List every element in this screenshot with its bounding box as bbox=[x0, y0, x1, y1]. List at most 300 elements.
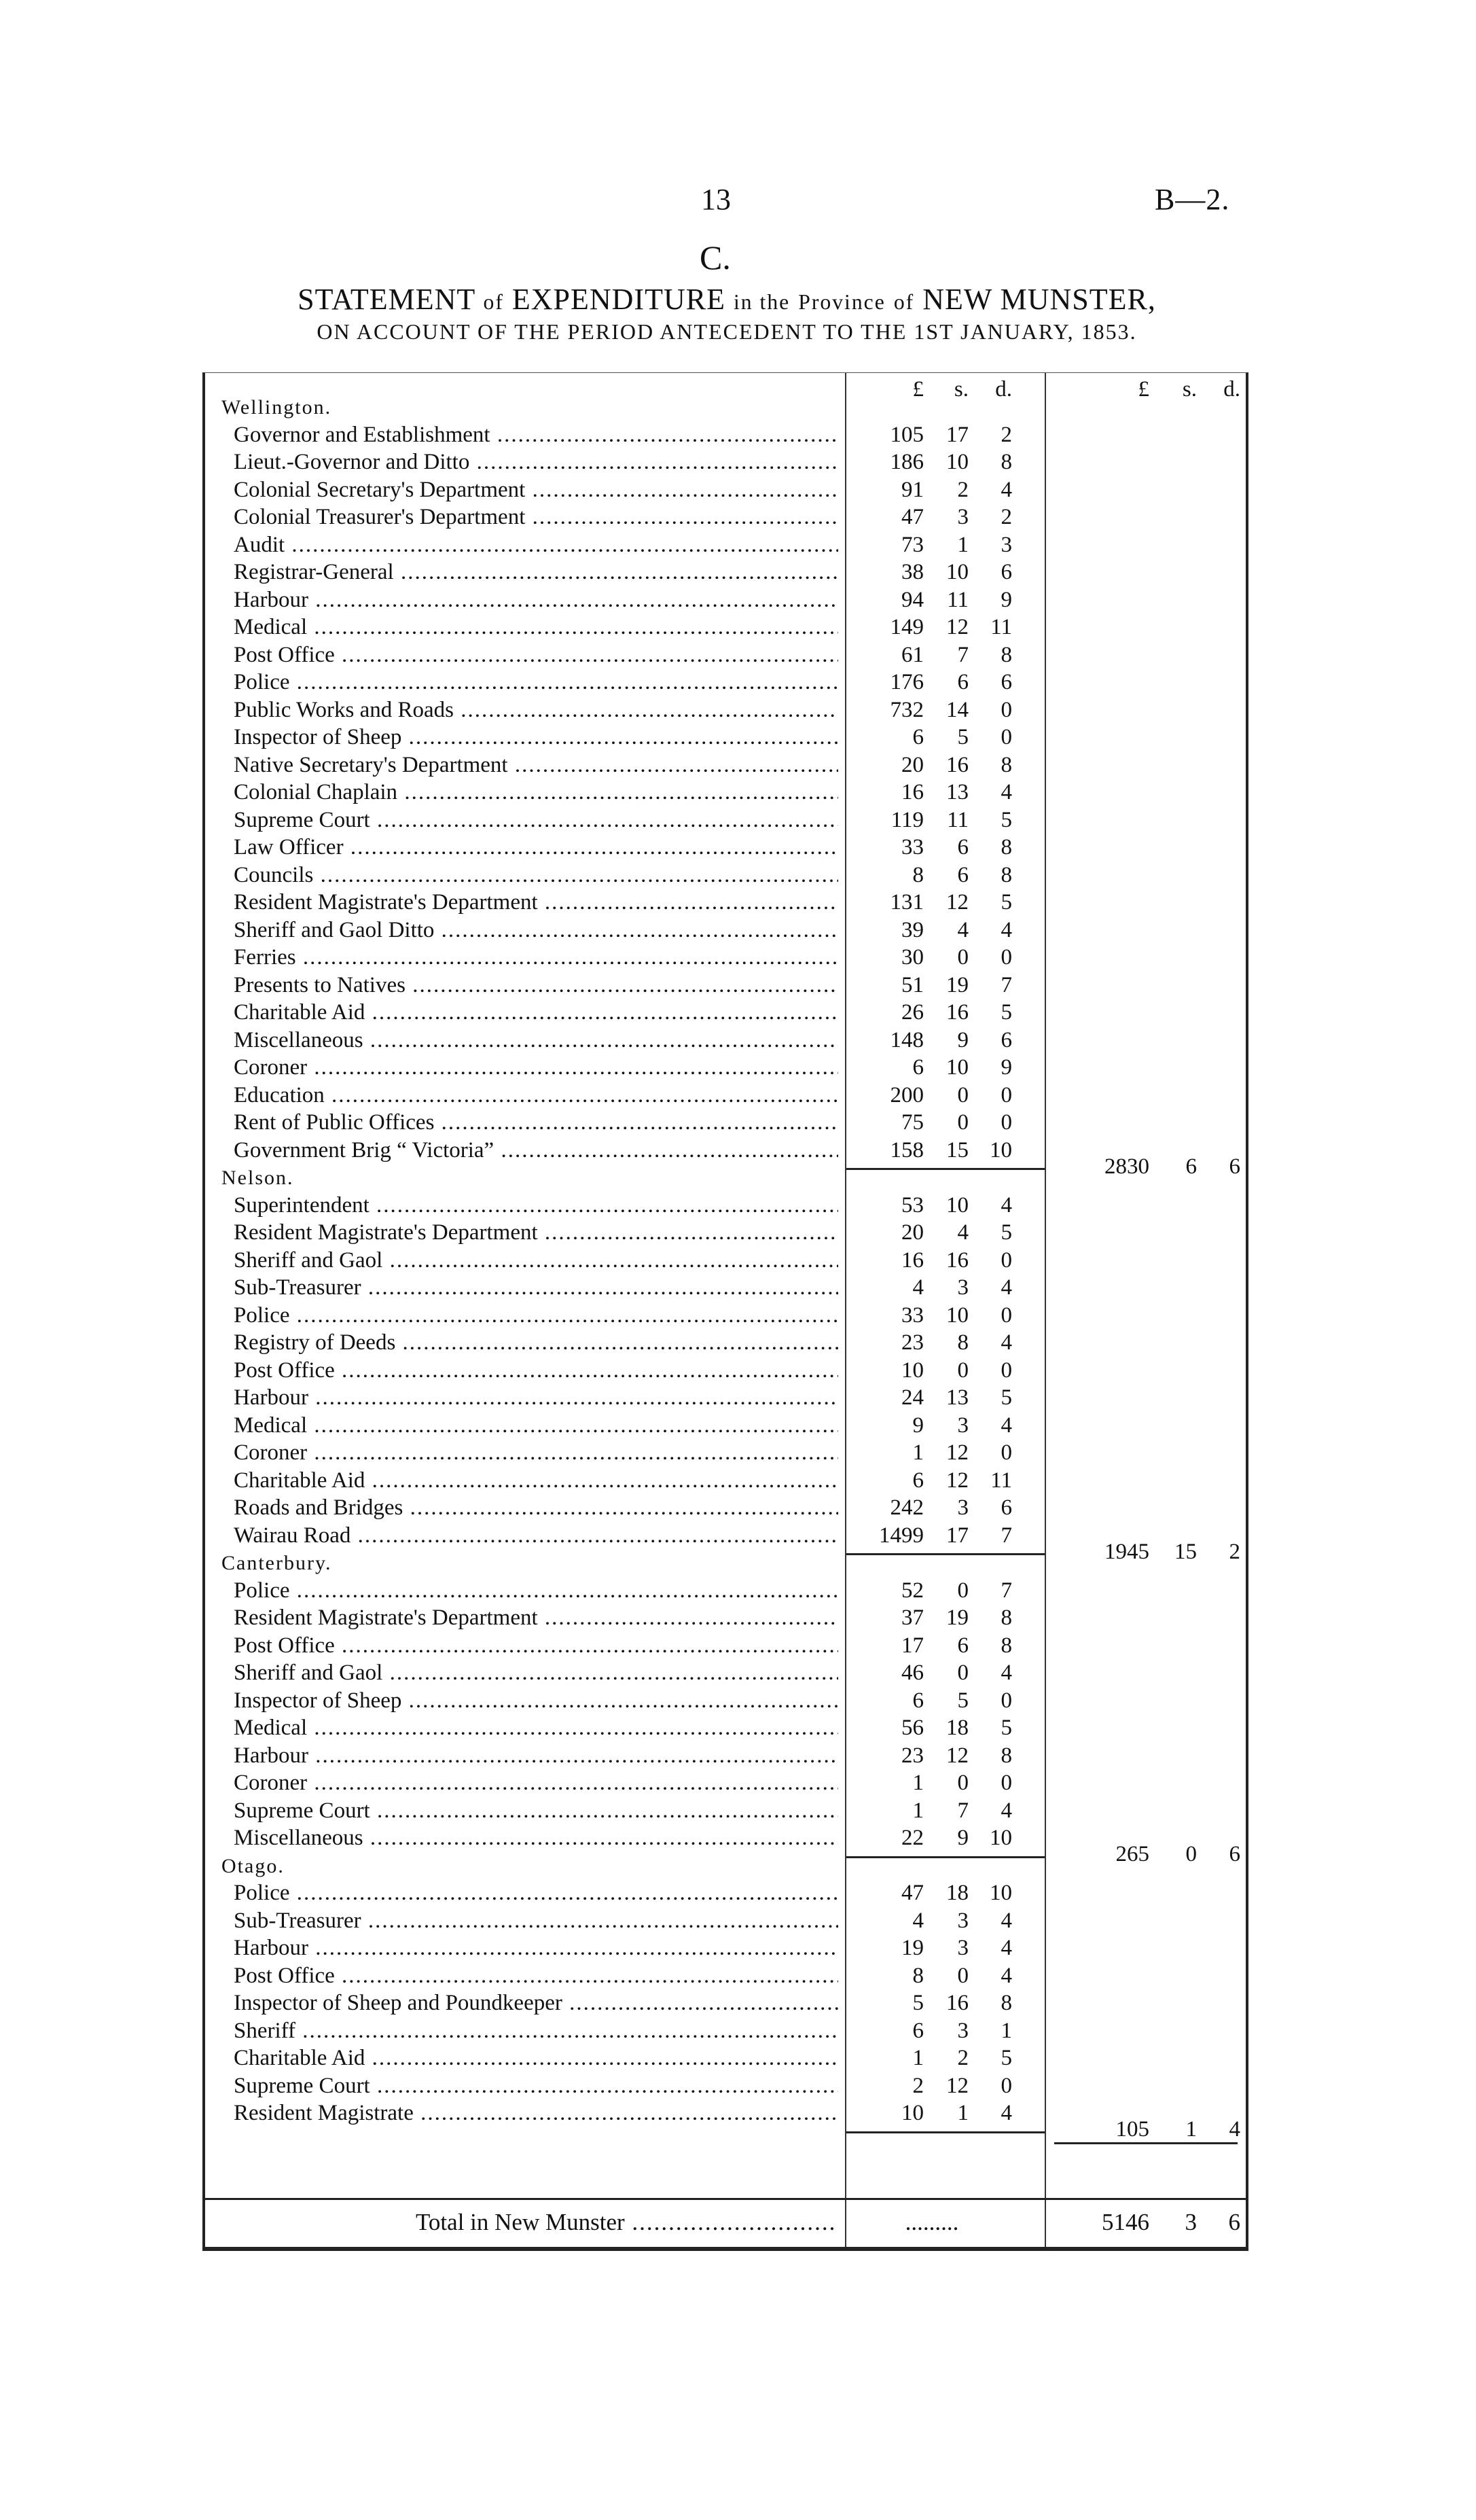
section-total-pence: 6 bbox=[1229, 1154, 1240, 1179]
item-pounds: 1 bbox=[912, 2046, 924, 2070]
item-shillings: 6 bbox=[957, 835, 969, 859]
section-total-shillings: 15 bbox=[1174, 1539, 1197, 1564]
table-row bbox=[205, 2044, 1246, 2072]
item-label: Sheriff and Gaol ..... bbox=[234, 1247, 838, 1275]
item-shillings: 13 bbox=[946, 1385, 969, 1410]
item-shillings: 9 bbox=[957, 1027, 969, 1052]
item-label: Post Office ..... bbox=[234, 1632, 838, 1660]
section-name: Canterbury. bbox=[221, 1552, 332, 1574]
table-row bbox=[205, 1219, 1246, 1247]
item-pence: 8 bbox=[1001, 450, 1012, 474]
item-shillings: 0 bbox=[957, 1771, 969, 1795]
item-label: Police ..... bbox=[234, 1577, 838, 1605]
item-pounds: 51 bbox=[901, 972, 924, 997]
table-row bbox=[205, 1659, 1246, 1687]
item-pounds: 186 bbox=[890, 450, 924, 474]
item-pence: 0 bbox=[1001, 1110, 1012, 1135]
item-pounds: 1 bbox=[912, 1440, 924, 1465]
item-pence: 8 bbox=[1001, 835, 1012, 859]
item-pence: 2 bbox=[1001, 505, 1012, 529]
item-label: Coroner ..... bbox=[234, 1054, 838, 1082]
item-label: Miscellaneous ..... bbox=[234, 1824, 838, 1852]
table-row bbox=[205, 972, 1246, 999]
item-shillings: 0 bbox=[957, 1082, 969, 1107]
item-pounds: 16 bbox=[901, 1247, 924, 1273]
item-label: Ferries ..... bbox=[234, 944, 838, 972]
item-pence: 0 bbox=[1001, 725, 1012, 749]
table-row bbox=[205, 1109, 1246, 1137]
item-pounds: 19 bbox=[901, 1936, 924, 1960]
item-label: Councils ..... bbox=[234, 862, 838, 889]
item-pounds: 8 bbox=[912, 1963, 924, 1988]
item-pence: 8 bbox=[1001, 642, 1012, 667]
item-pounds: 33 bbox=[901, 1302, 924, 1328]
item-label: Supreme Court ..... bbox=[234, 806, 838, 834]
item-pounds: 242 bbox=[890, 1495, 924, 1520]
item-pounds: 37 bbox=[901, 1605, 924, 1630]
item-pounds: 6 bbox=[912, 1468, 924, 1493]
item-pounds: 158 bbox=[890, 1137, 924, 1163]
item-pence: 5 bbox=[1001, 1385, 1012, 1410]
col-header-total-pounds: £ bbox=[1138, 377, 1149, 402]
section-header bbox=[205, 1852, 1246, 1880]
col-header-pounds: £ bbox=[912, 377, 924, 402]
item-label: Government Brig “ Victoria” ..... bbox=[234, 1137, 838, 1165]
table-row bbox=[205, 503, 1246, 531]
item-shillings: 16 bbox=[946, 1000, 969, 1025]
section-total-pence: 4 bbox=[1229, 2117, 1240, 2142]
col-header-total-pence: d. bbox=[1223, 377, 1240, 402]
item-pence: 8 bbox=[1001, 1633, 1012, 1658]
item-label: Law Officer ..... bbox=[234, 834, 838, 862]
item-shillings: 0 bbox=[957, 1963, 969, 1988]
item-label: Medical ..... bbox=[234, 1714, 838, 1742]
item-pence: 5 bbox=[1001, 1000, 1012, 1025]
item-label: Colonial Treasurer's Department ..... bbox=[234, 503, 838, 531]
item-pounds: 200 bbox=[890, 1082, 924, 1107]
item-shillings: 17 bbox=[946, 1523, 969, 1548]
item-label: Coroner ..... bbox=[234, 1769, 838, 1797]
item-shillings: 19 bbox=[946, 1605, 969, 1630]
item-pence: 8 bbox=[1001, 862, 1012, 887]
grand-total-dots: ......... bbox=[905, 2209, 959, 2235]
item-pence: 7 bbox=[1001, 1578, 1012, 1603]
item-shillings: 5 bbox=[957, 725, 969, 749]
item-pence: 11 bbox=[990, 1468, 1012, 1493]
item-shillings: 18 bbox=[946, 1881, 969, 1905]
table-row bbox=[205, 917, 1246, 944]
table-row bbox=[205, 1054, 1246, 1082]
item-pence: 7 bbox=[1001, 1523, 1012, 1548]
item-shillings: 5 bbox=[957, 1688, 969, 1713]
item-label: Supreme Court ..... bbox=[234, 2072, 838, 2100]
item-pounds: 131 bbox=[890, 890, 924, 915]
item-shillings: 12 bbox=[946, 615, 969, 639]
item-pounds: 149 bbox=[890, 615, 924, 639]
total-rule bbox=[205, 2198, 1246, 2200]
item-pence: 10 bbox=[990, 1881, 1012, 1905]
col-header-total-shillings: s. bbox=[1182, 377, 1197, 402]
item-pence: 4 bbox=[1001, 1798, 1012, 1823]
item-pounds: 119 bbox=[890, 807, 924, 832]
item-shillings: 10 bbox=[946, 450, 969, 474]
item-pounds: 6 bbox=[912, 1688, 924, 1713]
item-label: Sheriff and Gaol ..... bbox=[234, 1659, 838, 1687]
table-row bbox=[205, 696, 1246, 724]
item-pence: 0 bbox=[1001, 1771, 1012, 1795]
table-row bbox=[205, 1274, 1246, 1302]
item-shillings: 12 bbox=[946, 890, 969, 915]
item-pence: 4 bbox=[1001, 1192, 1012, 1218]
table-row bbox=[205, 1879, 1246, 1907]
item-shillings: 11 bbox=[947, 807, 969, 832]
item-pounds: 39 bbox=[901, 917, 924, 942]
item-label: Lieut.-Governor and Ditto ..... bbox=[234, 448, 838, 476]
item-label: Audit ..... bbox=[234, 531, 838, 559]
table-row bbox=[205, 1384, 1246, 1412]
item-pence: 0 bbox=[1001, 1440, 1012, 1465]
item-pounds: 4 bbox=[912, 1908, 924, 1933]
item-pounds: 5 bbox=[912, 1991, 924, 2015]
schedule-letter: C. bbox=[700, 238, 731, 277]
item-pounds: 1 bbox=[912, 1771, 924, 1795]
item-pounds: 52 bbox=[901, 1578, 924, 1603]
item-shillings: 0 bbox=[957, 1661, 969, 1685]
table-row bbox=[205, 421, 1246, 449]
table-row bbox=[205, 1797, 1246, 1825]
item-pounds: 24 bbox=[901, 1385, 924, 1410]
item-pence: 4 bbox=[1001, 2101, 1012, 2125]
table-row bbox=[205, 724, 1246, 751]
item-label: Charitable Aid ..... bbox=[234, 2044, 838, 2072]
table-row bbox=[205, 999, 1246, 1027]
item-shillings: 10 bbox=[946, 1302, 969, 1328]
item-label: Sub-Treasurer ..... bbox=[234, 1907, 838, 1935]
item-label: Wairau Road ..... bbox=[234, 1522, 838, 1550]
item-pence: 8 bbox=[1001, 1605, 1012, 1630]
item-label: Registrar-General ..... bbox=[234, 558, 838, 586]
item-pence: 9 bbox=[1001, 587, 1012, 612]
table-row bbox=[205, 1357, 1246, 1385]
table-row bbox=[205, 1027, 1246, 1054]
table-row bbox=[205, 1302, 1246, 1330]
item-pence: 5 bbox=[1001, 890, 1012, 915]
item-pounds: 75 bbox=[901, 1110, 924, 1135]
item-pence: 3 bbox=[1001, 532, 1012, 557]
table-row bbox=[205, 1439, 1246, 1467]
item-shillings: 12 bbox=[946, 1743, 969, 1768]
item-shillings: 7 bbox=[957, 642, 969, 667]
item-pounds: 56 bbox=[901, 1716, 924, 1740]
item-label: Colonial Secretary's Department ..... bbox=[234, 476, 838, 504]
item-shillings: 14 bbox=[946, 697, 969, 722]
item-pence: 8 bbox=[1001, 1991, 1012, 2015]
item-label: Inspector of Sheep ..... bbox=[234, 724, 838, 751]
item-shillings: 3 bbox=[957, 1936, 969, 1960]
item-pounds: 148 bbox=[890, 1027, 924, 1052]
item-shillings: 16 bbox=[946, 752, 969, 777]
table-row bbox=[205, 531, 1246, 559]
item-shillings: 4 bbox=[957, 1220, 969, 1245]
item-label: Post Office ..... bbox=[234, 1357, 838, 1385]
table-row bbox=[205, 944, 1246, 972]
section-header bbox=[205, 1549, 1246, 1577]
item-shillings: 4 bbox=[957, 917, 969, 942]
item-shillings: 3 bbox=[957, 1908, 969, 1933]
table-row bbox=[205, 1742, 1246, 1770]
table-row bbox=[205, 751, 1246, 779]
table-row bbox=[205, 1687, 1246, 1715]
item-pounds: 47 bbox=[901, 1881, 924, 1905]
table-row bbox=[205, 1934, 1246, 1962]
grand-total-row bbox=[205, 2207, 1246, 2237]
item-label: Supreme Court ..... bbox=[234, 1797, 838, 1825]
item-pence: 5 bbox=[1001, 1220, 1012, 1245]
item-pence: 4 bbox=[1001, 477, 1012, 502]
item-pounds: 17 bbox=[901, 1633, 924, 1658]
table-row bbox=[205, 669, 1246, 696]
table-row bbox=[205, 1494, 1246, 1522]
item-pence: 11 bbox=[990, 615, 1012, 639]
section-header bbox=[205, 1164, 1246, 1192]
item-pounds: 38 bbox=[901, 560, 924, 584]
item-label: Presents to Natives ..... bbox=[234, 972, 838, 999]
grand-total-pence: 6 bbox=[1228, 2209, 1240, 2235]
item-pence: 10 bbox=[990, 1137, 1012, 1163]
table-row bbox=[205, 2017, 1246, 2045]
item-pence: 5 bbox=[1001, 2046, 1012, 2070]
statement-subtitle: ON ACCOUNT OF THE PERIOD ANTECEDENT TO THE 1ST JANUARY, 1853. bbox=[317, 319, 1137, 344]
table-row bbox=[205, 1604, 1246, 1632]
table-row bbox=[205, 1632, 1246, 1660]
item-label: Sheriff and Gaol Ditto ..... bbox=[234, 917, 838, 944]
item-pounds: 9 bbox=[912, 1413, 924, 1438]
table-row bbox=[205, 1577, 1246, 1605]
table-row bbox=[205, 779, 1246, 806]
section-total-pence: 2 bbox=[1229, 1539, 1240, 1564]
item-shillings: 15 bbox=[946, 1137, 969, 1163]
item-pence: 5 bbox=[1001, 807, 1012, 832]
item-label: Sheriff ..... bbox=[234, 2017, 838, 2045]
item-pence: 0 bbox=[1001, 697, 1012, 722]
item-label: Police ..... bbox=[234, 1302, 838, 1330]
table-row bbox=[205, 1907, 1246, 1935]
table-row bbox=[205, 1082, 1246, 1110]
table-row bbox=[205, 614, 1246, 641]
item-shillings: 0 bbox=[957, 1357, 969, 1383]
col-header-pence: d. bbox=[995, 377, 1012, 402]
grand-total-label: Total in New Munster ..... bbox=[416, 2207, 837, 2237]
item-shillings: 6 bbox=[957, 862, 969, 887]
section-total-pounds: 105 bbox=[1115, 2117, 1149, 2142]
item-label: Post Office ..... bbox=[234, 641, 838, 669]
item-pence: 4 bbox=[1001, 1936, 1012, 1960]
table-row bbox=[205, 1989, 1246, 2017]
item-shillings: 0 bbox=[957, 1578, 969, 1603]
section-header bbox=[205, 393, 1246, 421]
col-header-shillings: s. bbox=[954, 377, 969, 402]
expenditure-table bbox=[202, 372, 1248, 2251]
item-pence: 6 bbox=[1001, 1027, 1012, 1052]
item-shillings: 16 bbox=[946, 1991, 969, 2015]
section-total-pounds: 2830 bbox=[1104, 1154, 1149, 1179]
item-shillings: 12 bbox=[946, 2073, 969, 2098]
item-label: Inspector of Sheep ..... bbox=[234, 1687, 838, 1715]
table-row bbox=[205, 1247, 1246, 1275]
item-pence: 7 bbox=[1001, 972, 1012, 997]
table-row bbox=[205, 806, 1246, 834]
item-label: Resident Magistrate's Department ..... bbox=[234, 889, 838, 917]
item-pounds: 176 bbox=[890, 670, 924, 694]
item-pounds: 22 bbox=[901, 1826, 924, 1850]
item-pence: 8 bbox=[1001, 1743, 1012, 1768]
item-pence: 4 bbox=[1001, 1661, 1012, 1685]
item-shillings: 16 bbox=[946, 1247, 969, 1273]
item-label: Resident Magistrate's Department ..... bbox=[234, 1219, 838, 1247]
item-pence: 0 bbox=[1001, 1082, 1012, 1107]
item-label: Inspector of Sheep and Poundkeeper ..... bbox=[234, 1989, 838, 2017]
item-label: Harbour ..... bbox=[234, 1384, 838, 1412]
item-label: Resident Magistrate ..... bbox=[234, 2099, 838, 2127]
item-shillings: 7 bbox=[957, 1798, 969, 1823]
item-pounds: 2 bbox=[912, 2073, 924, 2098]
item-shillings: 3 bbox=[957, 505, 969, 529]
item-shillings: 10 bbox=[946, 1192, 969, 1218]
table-row bbox=[205, 476, 1246, 504]
item-pounds: 1499 bbox=[879, 1523, 924, 1548]
item-shillings: 12 bbox=[946, 1440, 969, 1465]
page-number: 13 bbox=[701, 183, 731, 216]
item-shillings: 0 bbox=[957, 945, 969, 970]
document-reference: B—2. bbox=[1155, 183, 1230, 216]
item-pence: 0 bbox=[1001, 945, 1012, 970]
item-label: Charitable Aid ..... bbox=[234, 1467, 838, 1495]
item-pence: 1 bbox=[1001, 2018, 1012, 2043]
item-shillings: 2 bbox=[957, 477, 969, 502]
grand-total-pounds: 5146 bbox=[1102, 2209, 1149, 2235]
item-pounds: 53 bbox=[901, 1192, 924, 1218]
item-pence: 4 bbox=[1001, 917, 1012, 942]
item-pounds: 4 bbox=[912, 1275, 924, 1300]
item-pence: 4 bbox=[1001, 780, 1012, 804]
item-pence: 4 bbox=[1001, 1963, 1012, 1988]
section-name: Wellington. bbox=[221, 396, 332, 419]
item-label: Police ..... bbox=[234, 669, 838, 696]
table-row bbox=[205, 862, 1246, 889]
item-shillings: 3 bbox=[957, 1413, 969, 1438]
item-shillings: 17 bbox=[946, 422, 969, 447]
table-row bbox=[205, 2072, 1246, 2100]
item-label: Harbour ..... bbox=[234, 1934, 838, 1962]
item-shillings: 9 bbox=[957, 1826, 969, 1850]
table-row bbox=[205, 641, 1246, 669]
section-total-pounds: 265 bbox=[1115, 1842, 1149, 1866]
item-shillings: 18 bbox=[946, 1716, 969, 1740]
item-pounds: 23 bbox=[901, 1743, 924, 1768]
item-label: Charitable Aid ..... bbox=[234, 999, 838, 1027]
item-label: Native Secretary's Department ..... bbox=[234, 751, 838, 779]
item-pence: 6 bbox=[1001, 1495, 1012, 1520]
item-shillings: 6 bbox=[957, 1633, 969, 1658]
item-shillings: 13 bbox=[946, 780, 969, 804]
item-label: Sub-Treasurer ..... bbox=[234, 1274, 838, 1302]
table-row bbox=[205, 1412, 1246, 1440]
item-pence: 4 bbox=[1001, 1413, 1012, 1438]
item-label: Colonial Chaplain ..... bbox=[234, 779, 838, 806]
table-row bbox=[205, 448, 1246, 476]
item-shillings: 0 bbox=[957, 1110, 969, 1135]
item-shillings: 10 bbox=[946, 560, 969, 584]
item-shillings: 10 bbox=[946, 1055, 969, 1080]
statement-title: STATEMENT of EXPENDITURE in the Province of NEW MUNSTER, bbox=[298, 283, 1156, 316]
item-shillings: 1 bbox=[957, 532, 969, 557]
item-pence: 0 bbox=[1001, 1688, 1012, 1713]
item-pounds: 73 bbox=[901, 532, 924, 557]
item-pounds: 20 bbox=[901, 1220, 924, 1245]
table-row bbox=[205, 889, 1246, 917]
item-label: Registry of Deeds ..... bbox=[234, 1329, 838, 1357]
item-label: Resident Magistrate's Department ..... bbox=[234, 1604, 838, 1632]
section-total-rule bbox=[1054, 2142, 1238, 2144]
item-shillings: 8 bbox=[957, 1330, 969, 1355]
item-pounds: 732 bbox=[890, 697, 924, 722]
item-pounds: 6 bbox=[912, 725, 924, 749]
item-pounds: 6 bbox=[912, 1055, 924, 1080]
item-pence: 6 bbox=[1001, 560, 1012, 584]
item-pence: 4 bbox=[1001, 1908, 1012, 1933]
item-pence: 0 bbox=[1001, 1247, 1012, 1273]
item-pounds: 61 bbox=[901, 642, 924, 667]
item-label: Superintendent ..... bbox=[234, 1192, 838, 1220]
table-row bbox=[205, 586, 1246, 614]
table-row bbox=[205, 1329, 1246, 1357]
item-pounds: 20 bbox=[901, 752, 924, 777]
item-pounds: 46 bbox=[901, 1661, 924, 1685]
section-total-shillings: 6 bbox=[1185, 1154, 1197, 1179]
section-total-shillings: 1 bbox=[1185, 2117, 1197, 2142]
item-pence: 9 bbox=[1001, 1055, 1012, 1080]
item-pounds: 10 bbox=[901, 1357, 924, 1383]
item-label: Miscellaneous ..... bbox=[234, 1027, 838, 1054]
item-shillings: 3 bbox=[957, 1495, 969, 1520]
section-rule bbox=[846, 2131, 1045, 2133]
item-label: Public Works and Roads ..... bbox=[234, 696, 838, 724]
grand-total-shillings: 3 bbox=[1185, 2209, 1197, 2235]
item-label: Harbour ..... bbox=[234, 586, 838, 614]
table-row bbox=[205, 1714, 1246, 1742]
section-total-shillings: 0 bbox=[1185, 1842, 1197, 1866]
item-pounds: 105 bbox=[890, 422, 924, 447]
item-pence: 0 bbox=[1001, 1302, 1012, 1328]
item-pounds: 91 bbox=[901, 477, 924, 502]
item-label: Coroner ..... bbox=[234, 1439, 838, 1467]
item-pence: 4 bbox=[1001, 1330, 1012, 1355]
table-row bbox=[205, 834, 1246, 862]
item-shillings: 1 bbox=[957, 2101, 969, 2125]
item-pence: 4 bbox=[1001, 1275, 1012, 1300]
item-label: Post Office ..... bbox=[234, 1962, 838, 1990]
item-pounds: 26 bbox=[901, 1000, 924, 1025]
item-pounds: 6 bbox=[912, 2018, 924, 2043]
item-pounds: 23 bbox=[901, 1330, 924, 1355]
item-pounds: 1 bbox=[912, 1798, 924, 1823]
item-label: Police ..... bbox=[234, 1879, 838, 1907]
item-label: Harbour ..... bbox=[234, 1742, 838, 1770]
table-row bbox=[205, 2099, 1246, 2142]
section-total-pence: 6 bbox=[1229, 1842, 1240, 1866]
section-total-pounds: 1945 bbox=[1104, 1539, 1149, 1564]
item-pounds: 10 bbox=[901, 2101, 924, 2125]
